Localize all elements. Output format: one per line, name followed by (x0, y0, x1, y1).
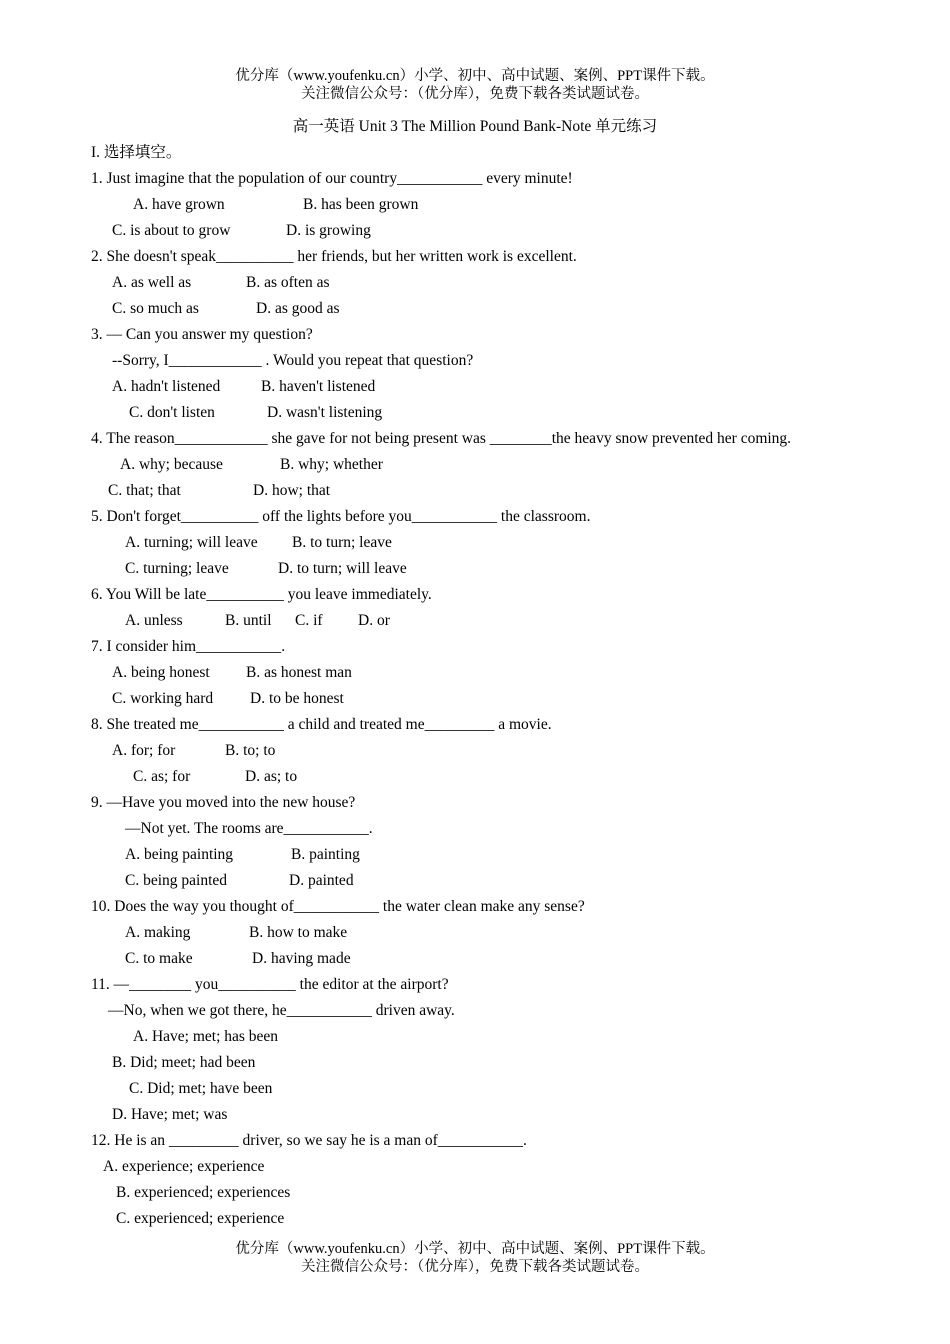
option-a: A. as well as (112, 274, 192, 291)
question-stem: 4. The reason____________ she gave for not being present was ________the heavy snow prevented her coming. (91, 430, 792, 447)
question-stem: 9. —Have you moved into the new house? (91, 794, 356, 811)
option-d: D. is growing (286, 222, 371, 239)
option-a: A. hadn't listened (112, 378, 221, 395)
option-c: C. being painted (125, 872, 228, 889)
option-b: B. to turn; leave (292, 534, 392, 551)
option-a: A. why; because (120, 456, 223, 473)
question-stem: 6. You Will be late__________ you leave immediately. (91, 586, 432, 603)
option-b: B. to; to (225, 742, 276, 759)
option-a: A. for; for (112, 742, 176, 759)
option-c: C. so much as (112, 300, 199, 317)
option-c: C. experienced; experience (116, 1210, 285, 1227)
question-stem-reply: —No, when we got there, he___________ driven away. (108, 1002, 455, 1019)
option-c: C. is about to grow (112, 222, 231, 239)
option-d: D. how; that (253, 482, 331, 499)
option-b: B. has been grown (303, 196, 419, 213)
question-stem: 12. He is an _________ driver, so we say he is a man of___________. (91, 1132, 527, 1149)
option-b: B. why; whether (280, 456, 383, 473)
option-d: D. having made (252, 950, 351, 967)
option-a: A. being painting (125, 846, 234, 863)
option-d: D. wasn't listening (267, 404, 383, 421)
option-b: B. Did; meet; had been (112, 1054, 256, 1071)
option-d: D. or (358, 612, 390, 629)
option-b: B. as often as (246, 274, 330, 291)
header-line-2: 关注微信公众号：（优分库），免费下载各类试题试卷。 (301, 86, 649, 102)
option-a: A. have grown (133, 196, 225, 213)
question-stem: 3. — Can you answer my question? (91, 326, 313, 343)
question-stem: 2. She doesn't speak__________ her friends, but her written work is excellent. (91, 248, 577, 265)
option-d: D. as good as (256, 300, 340, 317)
option-c: C. don't listen (129, 404, 215, 421)
option-d: D. to turn; will leave (278, 560, 407, 577)
section-heading: I. 选择填空。 (91, 144, 182, 161)
option-c: C. working hard (112, 690, 214, 707)
option-d: D. painted (289, 872, 354, 889)
option-b: B. until (225, 612, 272, 629)
option-a: A. experience; experience (103, 1158, 265, 1175)
option-a: A. making (125, 924, 191, 941)
option-a: A. Have; met; has been (133, 1028, 279, 1045)
page-title: 高一英语 Unit 3 The Million Pound Bank-Note 单元练习 (292, 118, 658, 135)
option-c: C. as; for (133, 768, 191, 785)
option-a: A. turning; will leave (125, 534, 258, 551)
question-stem: 5. Don't forget__________ off the lights before you___________ the classroom. (91, 508, 591, 525)
option-b: B. experienced; experiences (116, 1184, 291, 1201)
question-stem: 7. I consider him___________. (91, 638, 286, 655)
option-a: A. being honest (112, 664, 210, 681)
option-c: C. if (295, 612, 323, 629)
footer-line-1: 优分库（www.youfenku.cn）小学、初中、高中试题、案例、PPT课件下载。 (235, 1241, 715, 1257)
question-stem: 1. Just imagine that the population of our country___________ every minute! (91, 170, 573, 187)
question-stem: 8. She treated me___________ a child and treated me_________ a movie. (91, 716, 552, 733)
question-stem-reply: —Not yet. The rooms are___________. (125, 820, 373, 837)
option-b: B. painting (291, 846, 360, 863)
question-stem: 11. —________ you__________ the editor at the airport? (91, 976, 449, 993)
option-c: C. turning; leave (125, 560, 229, 577)
option-b: B. how to make (249, 924, 348, 941)
option-d: D. as; to (245, 768, 298, 785)
option-d: D. Have; met; was (112, 1106, 228, 1123)
question-stem-reply: --Sorry, I____________ . Would you repeat that question? (112, 352, 474, 369)
option-a: A. unless (125, 612, 183, 629)
option-c: C. that; that (108, 482, 181, 499)
option-c: C. Did; met; have been (129, 1080, 273, 1097)
question-stem: 10. Does the way you thought of___________ the water clean make any sense? (91, 898, 585, 915)
option-c: C. to make (125, 950, 193, 967)
option-d: D. to be honest (250, 690, 344, 707)
option-b: B. haven't listened (261, 378, 376, 395)
header-line-1: 优分库（www.youfenku.cn）小学、初中、高中试题、案例、PPT课件下载。 (235, 68, 715, 84)
footer-line-2: 关注微信公众号：（优分库），免费下载各类试题试卷。 (301, 1259, 649, 1275)
option-b: B. as honest man (246, 664, 352, 681)
